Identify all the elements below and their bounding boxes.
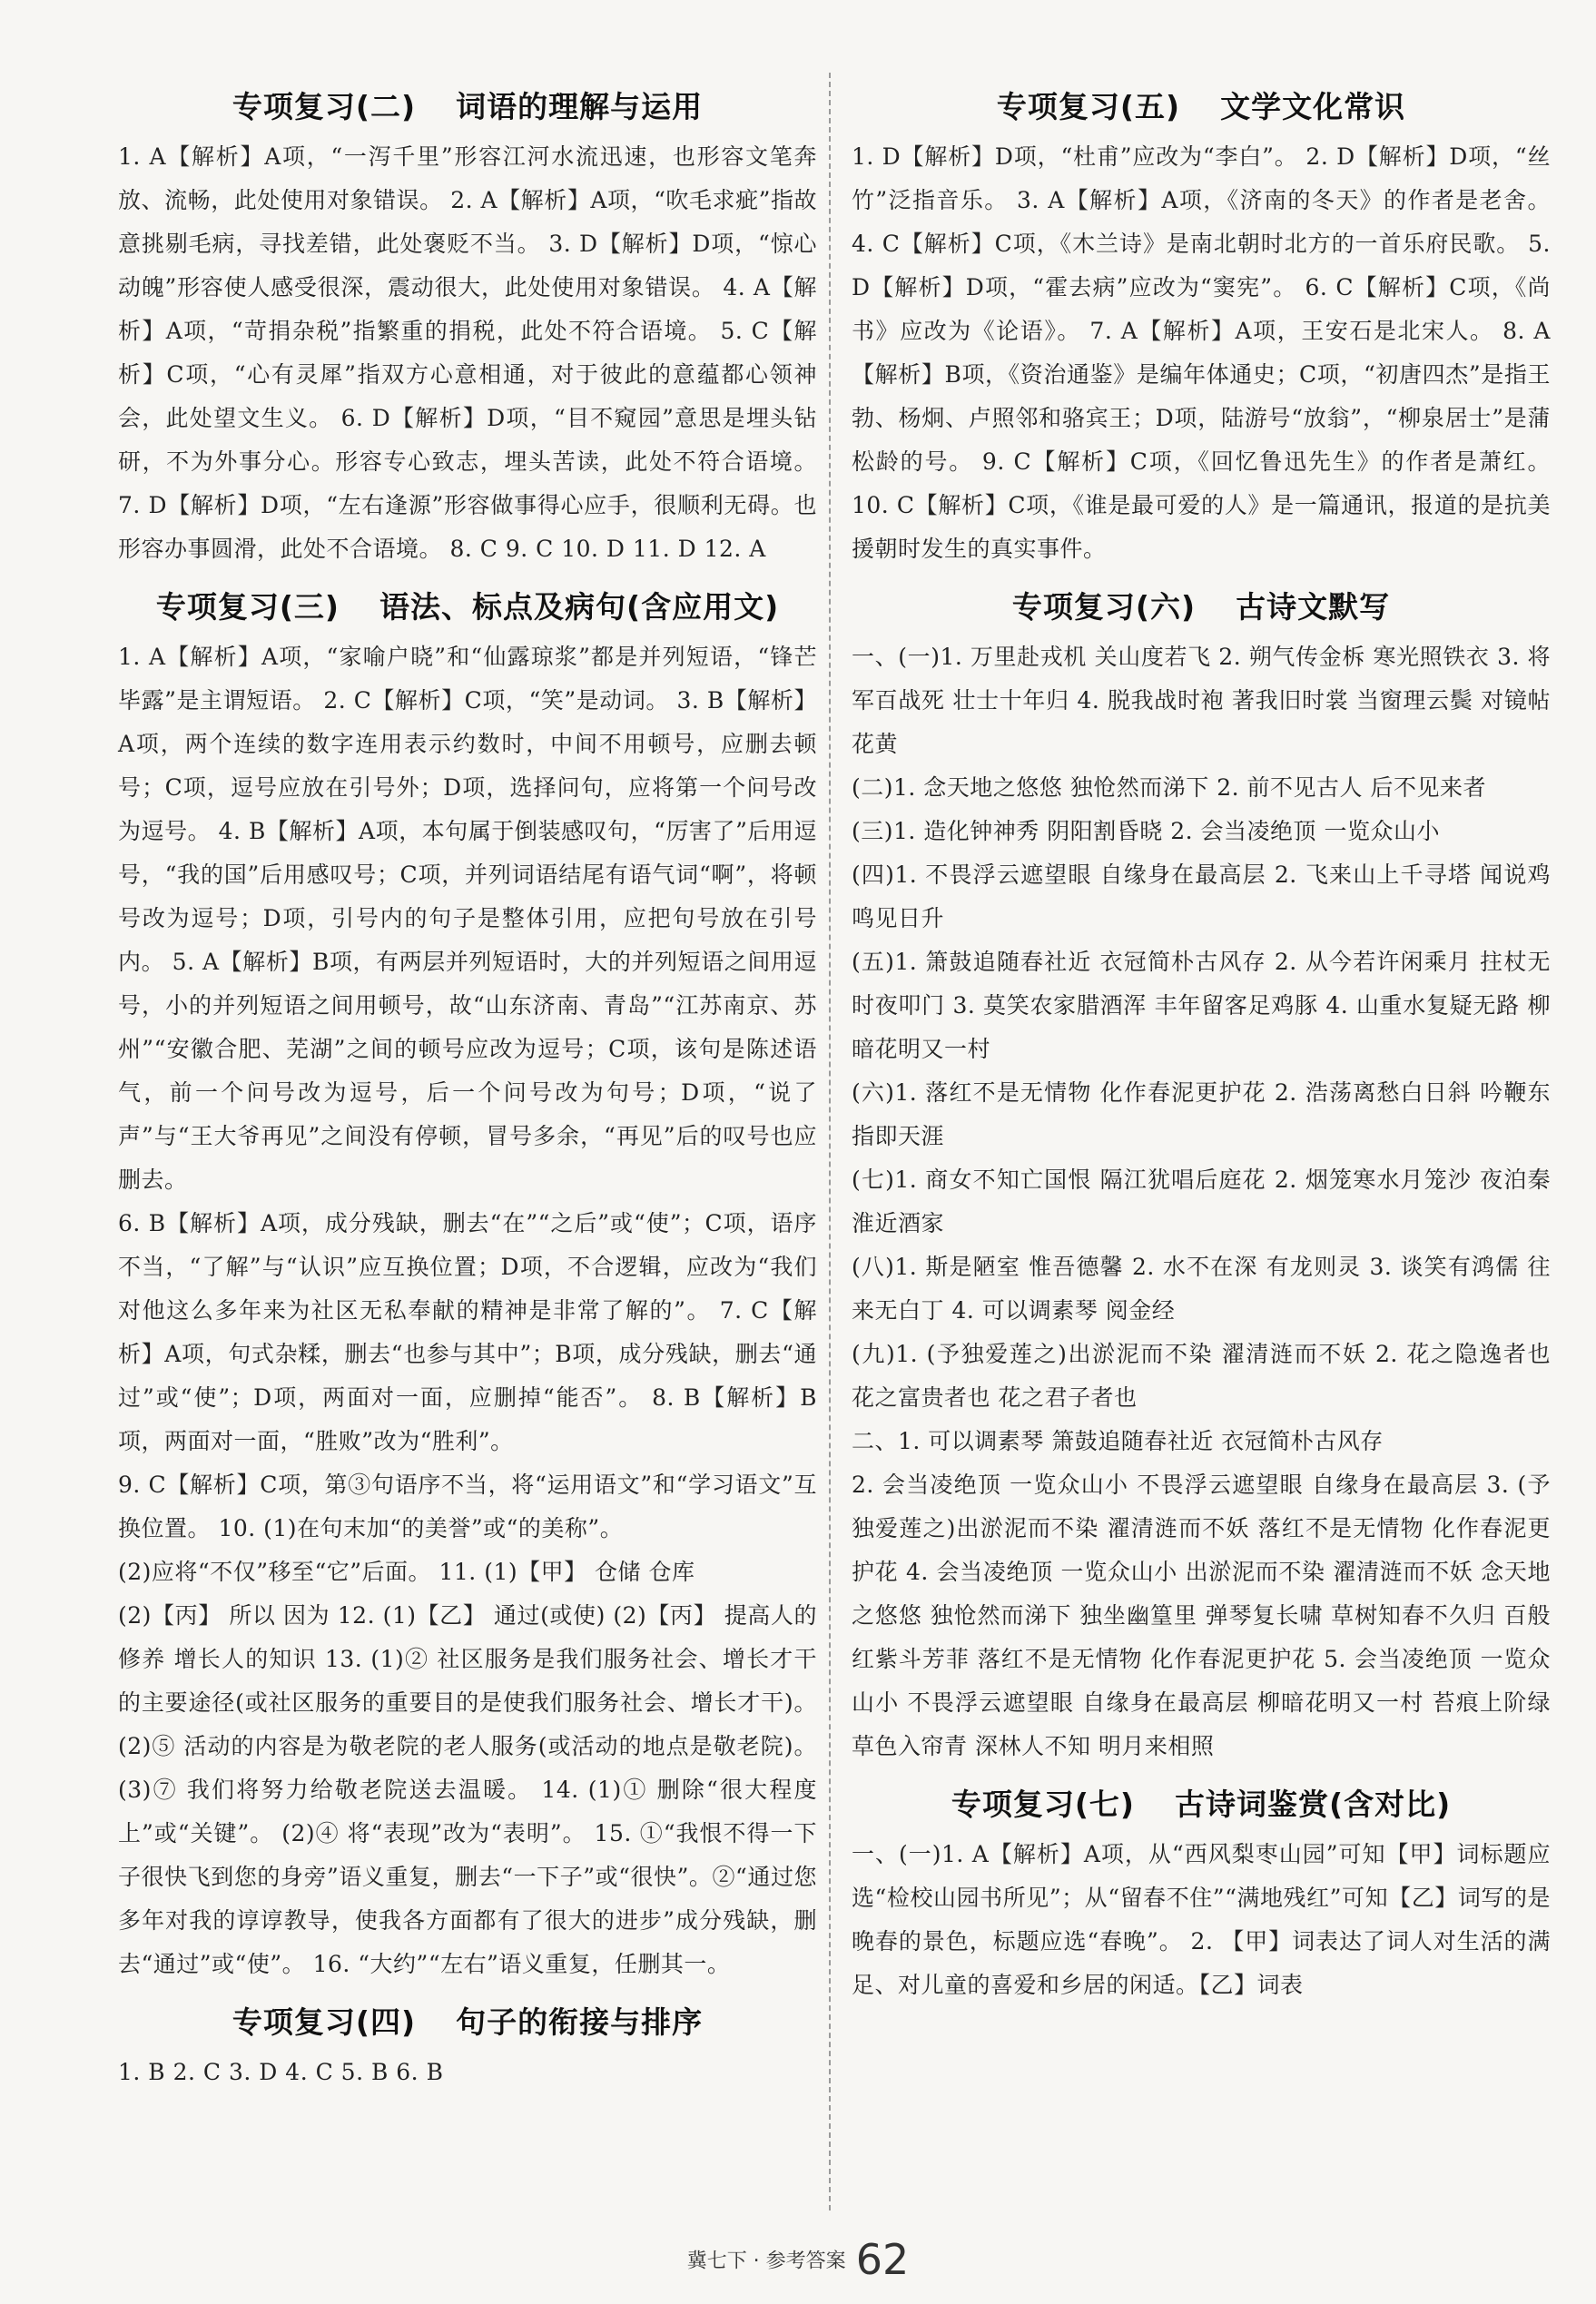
dictation-line: 一、(一)1. 万里赴戎机 关山度若飞 2. 朔气传金柝 寒光照铁衣 3. 将军百战死 壮士十年归 4. 脱我战时袍 著我旧时裳 当窗理云鬓 对镜帖花黄	[852, 644, 1551, 757]
dictation-line: (八)1. 斯是陋室 惟吾德馨 2. 水不在深 有龙则灵 3. 谈笑有鸿儒 往来无白丁 4. 可以调素琴 阅金经	[852, 1254, 1551, 1324]
section-3-answers-2: 6. B【解析】A项，成分残缺，删去“在”“之后”或“使”；C项，语序不当，“了解”与“认识”应互换位置；D项，不合逻辑，应改为“我们对他这么多年来为社区无私奉献的精神是非常了解的”。 7. C【解析】A项，句式杂糅，删去“也参与其中”；B项，成分残缺，删去“通过”或“使”；D项，两面对一面，应删掉“能否”。 8. B【解析】B项，两面对一面，“胜败”改为“胜利”。	[118, 1210, 817, 1454]
dictation-line: (九)1. (予独爱莲之)出淤泥而不染 濯清涟而不妖 2. 花之隐逸者也 花之富贵者也 花之君子者也	[852, 1341, 1551, 1411]
section-heading-2	[118, 84, 817, 126]
section-title: 专项复习(六)	[1011, 589, 1197, 625]
footer-label: 冀七下 · 参考答案	[686, 2250, 846, 2273]
section-3-answers-3: 9. C【解析】C项，第③句语序不当，将“运用语文”和“学习语文”互换位置。 10. (1)在句末加“的美誉”或“的美称”。	[118, 1472, 817, 1541]
section-4-answers: 1. B 2. C 3. D 4. C 5. B 6. B	[118, 2059, 444, 2085]
section-title: 专项复习(三)	[155, 589, 340, 625]
dictation-line: (六)1. 落红不是无情物 化作春泥更护花 2. 浩荡离愁白日斜 吟鞭东指即天涯	[852, 1079, 1551, 1149]
section-3-answers-4: (2)应将“不仅”移至“它”后面。 11. (1)【甲】 仓储 仓库	[118, 1559, 695, 1585]
section-subtitle: 句子的衔接与排序	[456, 2004, 704, 2040]
section-subtitle: 古诗词鉴赏(含对比)	[1175, 1787, 1452, 1822]
dictation-line: (二)1. 念天地之悠悠 独怆然而涕下 2. 前不见古人 后不见来者	[852, 774, 1486, 801]
page-number: 62	[855, 2235, 910, 2284]
section-2-answers: 1. A【解析】A项，“一泻千里”形容江河水流迅速，也形容文笔奔放、流畅，此处使用对象错误。 2. A【解析】A项，“吹毛求疵”指故意挑剔毛病，寻找差错，此处褒贬不当。 3. D【解析】D项，“惊心动魄”形容使人感受很深，震动很大，此处使用对象错误。 4. A【解析】A项，“苛捐杂税”指繁重的捐税，此处不符合语境。 5. C【解析】C项，“心有灵犀”指双方心意相通，对于彼此的意蕴都心领神会，此处望文生义。 6. D【解析】D项，“目不窥园”意思是埋头钻研，不为外事分心。形容专心致志，埋头苦读，此处不符合语境。 7. D【解析】D项，“左右逢源”形容做事得心应手，很顺利无碍。也形容办事圆滑，此处不合语境。 8. C 9. C 10. D 11. D 12. A	[118, 143, 817, 562]
section-heading-7	[852, 1781, 1551, 1824]
section-heading-3	[118, 584, 817, 626]
dictation-line: 2. 会当凌绝顶 一览众山小 不畏浮云遮望眼 自缘身在最高层 3. (予独爱莲之)出淤泥而不染 濯清涟而不妖 落红不是无情物 化作春泥更护花 4. 会当凌绝顶 一览众山小 出淤泥而不染 濯清涟而不妖 念天地之悠悠 独怆然而涕下 独坐幽篁里 弹琴复长啸 草树知春不久归 百般红紫斗芳菲 落红不是无情物 化作春泥更护花 5. 会当凌绝顶 一览众山小 不畏浮云遮望眼 自缘身在最高层 柳暗花明又一村 苔痕上阶绿 草色入帘青 深林人不知 明月来相照	[852, 1472, 1551, 1759]
column-divider	[829, 73, 831, 2210]
dictation-line: (五)1. 箫鼓追随春社近 衣冠简朴古风存 2. 从今若许闲乘月 拄杖无时夜叩门 3. 莫笑农家腊酒浑 丰年留客足鸡豚 4. 山重水复疑无路 柳暗花明又一村	[852, 949, 1551, 1062]
section-3-answers-1: 1. A【解析】A项，“家喻户晓”和“仙露琼浆”都是并列短语，“锋芒毕露”是主谓短语。 2. C【解析】C项，“笑”是动词。 3. B【解析】A项，两个连续的数字连用表示约数时，中间不用顿号，应删去顿号；C项，逗号应放在引号外；D项，选择问句，应将第一个问号改为逗号。 4. B【解析】A项，本句属于倒装感叹句，“厉害了”后用逗号，“我的国”后用感叹号；C项，并列词语结尾有语气词“啊”，将顿号改为逗号；D项，引号内的句子是整体引用，应把句号放在引号内。 5. A【解析】B项，有两层并列短语时，大的并列短语之间用逗号，小的并列短语之间用顿号，故“山东济南、青岛”“江苏南京、苏州”“安徽合肥、芜湖”之间的顿号应改为逗号；C项，该句是陈述语气，前一个问号改为逗号，后一个问号改为句号；D项，“说了声”与“王大爷再见”之间没有停顿，冒号多余，“再见”后的叹号也应删去。	[118, 644, 818, 1193]
section-subtitle: 词语的理解与运用	[456, 89, 704, 124]
section-title: 专项复习(二)	[232, 89, 417, 124]
page-footer	[0, 2235, 1596, 2284]
section-3-answers-5: (2)【丙】 所以 因为 12. (1)【乙】 通过(或使) (2)【丙】 提高人的修养 增长人的知识 13. (1)② 社区服务是我们服务社会、增长才干的主要途径(或社区服务的重要目的是使我们服务社会、增长才干)。 (2)⑤ 活动的内容是为敬老院的老人服务(或活动的地点是敬老院)。 (3)⑦ 我们将努力给敬老院送去温暖。 14. (1)① 删除“很大程度上”或“关键”。 (2)④ 将“表现”改为“表明”。 15. ①“我恨不得一下子很快飞到您的身旁”语义重复，删去“一下子”或“很快”。②“通过您多年对我的谆谆教导，使我各方面都有了很大的进步”成分残缺，删去“通过”或“使”。 16. “大约”“左右”语义重复，任删其一。	[118, 1602, 817, 1977]
section-5-answers: 1. D【解析】D项，“杜甫”应改为“李白”。 2. D【解析】D项，“丝竹”泛指音乐。 3. A【解析】A项，《济南的冬天》的作者是老舍。 4. C【解析】C项，《木兰诗》是南北朝时北方的一首乐府民歌。 5. D【解析】D项，“霍去病”应改为“窦宪”。 6. C【解析】C项，《尚书》应改为《论语》。 7. A【解析】A项，王安石是北宋人。 8. A【解析】B项，《资治通鉴》是编年体通史；C项，“初唐四杰”是指王勃、杨炯、卢照邻和骆宾王；D项，陆游号“放翁”，“柳泉居士”是蒲松龄的号。 9. C【解析】C项，《回忆鲁迅先生》的作者是萧红。 10. C【解析】C项，《谁是最可爱的人》是一篇通讯，报道的是抗美援朝时发生的真实事件。	[852, 143, 1551, 562]
section-subtitle: 古诗文默写	[1236, 589, 1391, 625]
dictation-line: (四)1. 不畏浮云遮望眼 自缘身在最高层 2. 飞来山上千寻塔 闻说鸡鸣见日升	[852, 862, 1551, 931]
section-title: 专项复习(七)	[951, 1787, 1135, 1822]
section-7-answers: 一、(一)1. A【解析】A项，从“西风梨枣山园”可知【甲】词标题应选“检校山园书所见”；从“留春不住”“满地残红”可知【乙】词写的是晚春的景色，标题应选“春晚”。 2. 【甲】词表达了词人对生活的满足、对儿童的喜爱和乡居的闲适。【乙】词表	[852, 1841, 1551, 1998]
dictation-line: (三)1. 造化钟神秀 阴阳割昏晓 2. 会当凌绝顶 一览众山小	[852, 818, 1440, 844]
section-title: 专项复习(五)	[996, 89, 1181, 124]
section-subtitle: 文学文化常识	[1220, 89, 1406, 124]
right-column	[852, 71, 1551, 2007]
section-heading-6	[852, 584, 1551, 626]
section-title: 专项复习(四)	[232, 2004, 417, 2040]
section-heading-4	[118, 1999, 817, 2042]
section-heading-5	[852, 84, 1551, 126]
dictation-line: 二、1. 可以调素琴 箫鼓追随春社近 衣冠简朴古风存	[852, 1428, 1384, 1454]
dictation-line: (七)1. 商女不知亡国恨 隔江犹唱后庭花 2. 烟笼寒水月笼沙 夜泊秦淮近酒家	[852, 1167, 1551, 1236]
left-column	[118, 71, 817, 2094]
section-subtitle: 语法、标点及病句(含应用文)	[379, 589, 780, 625]
